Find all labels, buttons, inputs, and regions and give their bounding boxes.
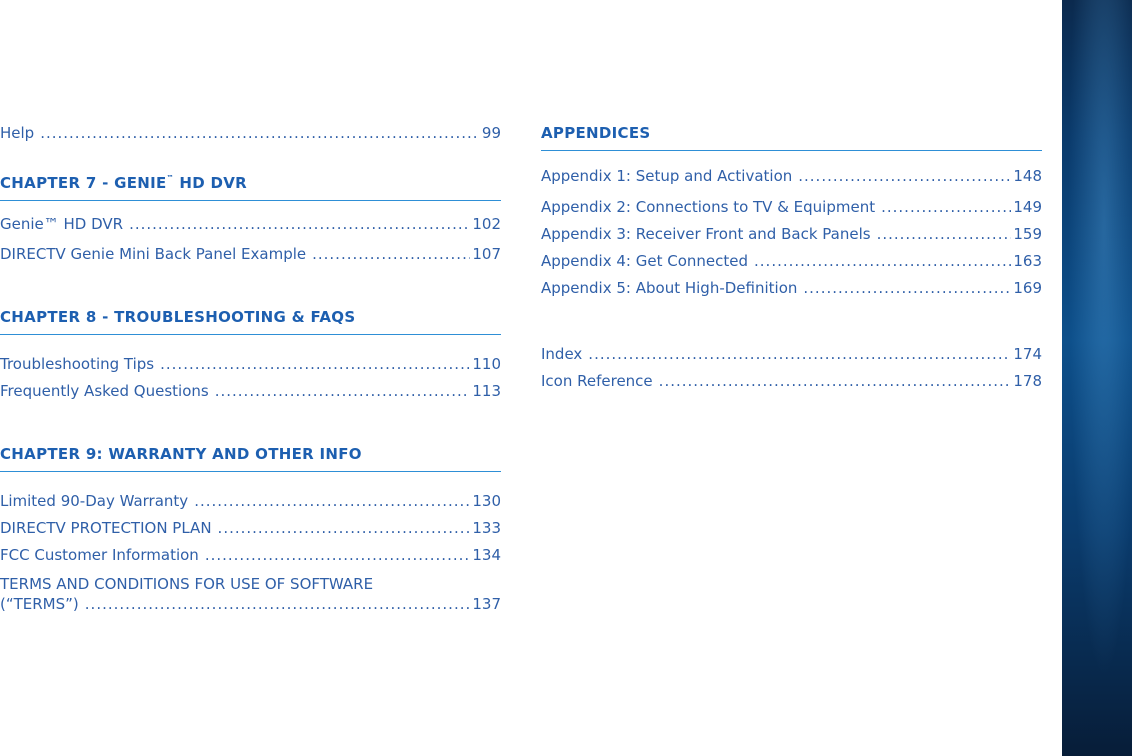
toc-entry-appendix-4[interactable] — [541, 248, 1042, 275]
toc-entry-label: Appendix 1: Setup and Activation — [541, 167, 793, 185]
toc-entry-limited-warranty[interactable] — [0, 488, 501, 515]
toc-entry-appendix-3[interactable] — [541, 221, 1042, 248]
toc-entry-label: DIRECTV Genie Mini Back Panel Example — [0, 245, 307, 263]
toc-entry-label: Icon Reference — [541, 372, 653, 390]
toc-entry-appendix-1[interactable] — [541, 163, 1042, 190]
dot-leader — [194, 488, 470, 515]
toc-entry-label: FCC Customer Information — [0, 546, 199, 564]
toc-entry-appendix-5[interactable] — [541, 275, 1042, 302]
dot-leader — [40, 120, 480, 147]
dot-leader — [803, 275, 1011, 302]
dot-leader — [881, 194, 1011, 221]
toc-entry-label: Genie™ HD DVR — [0, 215, 124, 233]
toc-entry-label-line1: TERMS AND CONDITIONS FOR USE OF SOFTWARE — [0, 575, 374, 593]
toc-entry-fcc-info[interactable] — [0, 542, 501, 569]
toc-entry-label: Appendix 2: Connections to TV & Equipment — [541, 198, 876, 216]
toc-entry-label: Appendix 4: Get Connected — [541, 252, 749, 270]
toc-entry-page: 159 — [1013, 225, 1042, 243]
dot-leader — [129, 211, 470, 238]
dot-leader — [588, 341, 1011, 368]
toc-entry-label: Appendix 5: About High-Definition — [541, 279, 798, 297]
dot-leader — [218, 515, 471, 542]
toc-entry-page: 169 — [1013, 279, 1042, 297]
toc-entry-page: 163 — [1013, 252, 1042, 270]
appendices-heading: APPENDICES — [541, 124, 1042, 151]
toc-entry-label: Frequently Asked Questions — [0, 382, 209, 400]
dot-leader — [659, 368, 1012, 395]
toc-entry-page: 107 — [472, 245, 501, 263]
toc-entry-icon-reference[interactable] — [541, 368, 1042, 395]
toc-entry-page: 99 — [481, 124, 501, 142]
chapter-9-heading: CHAPTER 9: WARRANTY AND OTHER INFO — [0, 445, 501, 472]
toc-entry-label: Troubleshooting Tips — [0, 355, 155, 373]
dot-leader — [160, 351, 470, 378]
toc-entry-page: 174 — [1013, 345, 1042, 363]
toc-entry-page: 134 — [472, 546, 501, 564]
dot-leader — [312, 241, 470, 268]
dot-leader — [85, 594, 473, 614]
decorative-sidebar — [1062, 0, 1132, 756]
toc-entry-genie-hd-dvr[interactable] — [0, 211, 501, 238]
toc-entry-page: 113 — [472, 382, 501, 400]
toc-entry-label-line2: (“TERMS”) — [0, 595, 79, 613]
toc-entry-genie-mini-back-panel[interactable] — [0, 241, 501, 268]
toc-entry-label: Help — [0, 124, 35, 142]
toc-entry-page: 133 — [472, 519, 501, 537]
dot-leader — [215, 378, 471, 405]
toc-entry-appendix-2[interactable] — [541, 194, 1042, 221]
toc-entry-help[interactable] — [0, 120, 501, 147]
toc-entry-label: Appendix 3: Receiver Front and Back Panels — [541, 225, 871, 243]
dot-leader — [877, 221, 1012, 248]
chapter-7-heading: CHAPTER 7 - GENIE™ HD DVR — [0, 174, 501, 201]
toc-entry-page: 110 — [472, 355, 501, 373]
toc-entry-label: Index — [541, 345, 583, 363]
toc-right-column — [541, 118, 1042, 395]
toc-entry-page: 149 — [1013, 198, 1042, 216]
dot-leader — [798, 163, 1011, 190]
dot-leader — [205, 542, 471, 569]
toc-entry-protection-plan[interactable] — [0, 515, 501, 542]
toc-entry-page: 148 — [1013, 167, 1042, 185]
toc-entry-page: 102 — [472, 215, 501, 233]
toc-entry-troubleshooting-tips[interactable] — [0, 351, 501, 378]
chapter-8-heading: CHAPTER 8 - TROUBLESHOOTING & FAQS — [0, 308, 501, 335]
toc-entry-index[interactable] — [541, 341, 1042, 368]
dot-leader — [754, 248, 1011, 275]
toc-left-column — [0, 118, 501, 614]
toc-entry-page: 130 — [472, 492, 501, 510]
toc-entry-faq[interactable] — [0, 378, 501, 405]
toc-entry-page: 137 — [472, 595, 501, 613]
toc-entry-software-terms[interactable] — [0, 574, 501, 614]
toc-entry-page: 178 — [1013, 372, 1042, 390]
toc-entry-label: DIRECTV PROTECTION PLAN — [0, 519, 212, 537]
toc-entry-label: Limited 90-Day Warranty — [0, 492, 189, 510]
